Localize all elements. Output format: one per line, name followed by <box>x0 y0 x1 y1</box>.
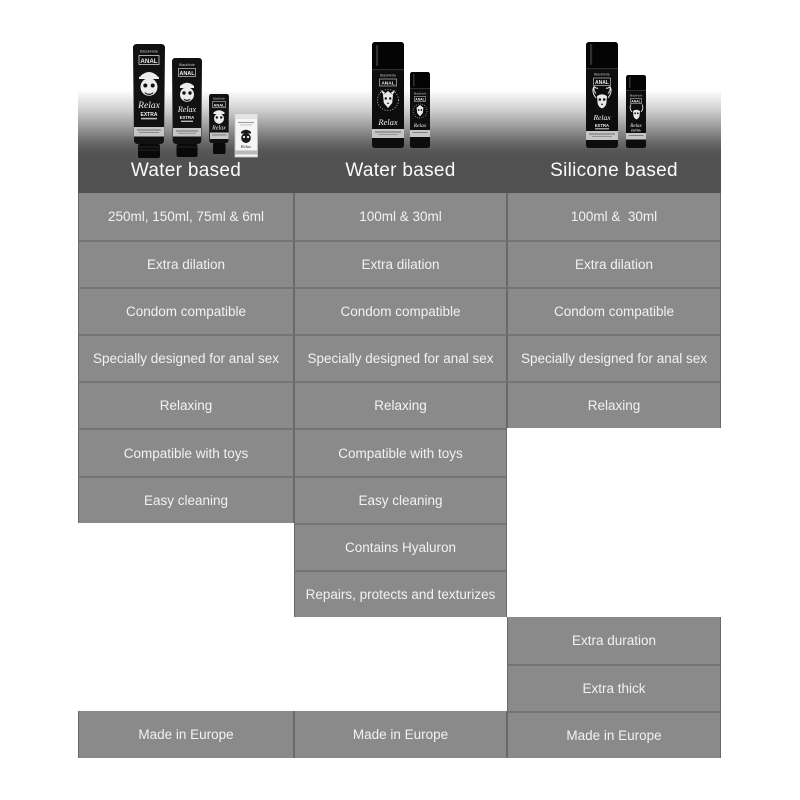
brand-text: BlackHole <box>139 48 159 54</box>
script-logo-text: Relax <box>378 117 398 127</box>
table-cell: 100ml & 30ml <box>294 193 507 240</box>
table-cell: Made in Europe <box>78 711 294 758</box>
product-photo-silicone-bottles <box>580 40 662 152</box>
brand-text: BlackHole <box>629 93 643 98</box>
table-cell: Condom compatible <box>507 287 721 334</box>
gorilla-skull-emblem <box>214 110 225 123</box>
product-title-text: ANAL <box>595 79 609 86</box>
bottle-100ml <box>586 42 618 148</box>
product-title-text: ANAL <box>179 70 195 77</box>
feature-column-water-based-bottles <box>294 193 507 758</box>
table-cell: Repairs, protects and texturizes <box>294 570 507 617</box>
gorilla-skull-emblem <box>180 83 194 102</box>
table-cell: Made in Europe <box>294 711 507 758</box>
bottle-30ml <box>410 72 430 148</box>
bottle-100ml <box>372 42 404 148</box>
product-photo-water-based-bottles <box>366 40 444 152</box>
gorilla-skull-emblem-dark <box>241 130 251 143</box>
script-logo-text: Relax <box>240 144 252 149</box>
product-title-text: ANAL <box>381 81 395 87</box>
script-logo-text: Relax <box>212 125 226 132</box>
tube-150ml <box>172 58 202 157</box>
brand-text: BlackHole <box>413 91 427 96</box>
table-cell: 100ml & 30ml <box>507 193 721 240</box>
feature-column-silicone-based <box>507 193 721 758</box>
table-cell: Specially designed for anal sex <box>294 334 507 381</box>
table-cell: Specially designed for anal sex <box>78 334 294 381</box>
table-cell: Extra dilation <box>507 240 721 287</box>
product-title-text: ANAL <box>213 102 225 108</box>
table-cell: Relaxing <box>294 381 507 428</box>
feature-column-water-based-tubes <box>78 193 294 758</box>
brand-text: BlackHole <box>179 63 195 67</box>
table-cell: Relaxing <box>507 381 721 428</box>
table-cell: Contains Hyaluron <box>294 523 507 570</box>
table-cell: Easy cleaning <box>294 476 507 523</box>
column-header-silicone-based: Silicone based <box>550 160 678 181</box>
table-cell: Extra dilation <box>294 240 507 287</box>
table-cell: Extra thick <box>507 664 721 711</box>
table-cell: Relaxing <box>78 381 294 428</box>
table-cell: Compatible with toys <box>294 428 507 475</box>
table-cell: Easy cleaning <box>78 476 294 523</box>
product-title-text: ANAL <box>140 57 158 65</box>
brand-text: BlackHole <box>213 97 225 101</box>
product-title-text: ANAL <box>415 97 425 102</box>
table-cell: Condom compatible <box>294 287 507 334</box>
table-cell: Extra dilation <box>78 240 294 287</box>
script-logo-text: Relax <box>630 124 642 129</box>
brand-text: BlackHole <box>380 73 396 78</box>
table-cell: Extra duration <box>507 617 721 664</box>
feature-text: EXTRA <box>140 112 158 118</box>
script-logo-text: Relax <box>413 123 427 129</box>
table-cell: Compatible with toys <box>78 428 294 475</box>
table-cell: Condom compatible <box>78 287 294 334</box>
table-cell: 250ml, 150ml, 75ml & 6ml <box>78 193 294 240</box>
feature-text: EXTRA <box>179 115 195 120</box>
script-logo-text: Relax <box>593 113 611 122</box>
bottle-30ml <box>626 75 646 148</box>
column-header-water-based-2: Water based <box>345 160 456 181</box>
tube-75ml <box>209 94 229 154</box>
feature-text: EXTRA <box>631 128 641 133</box>
tube-250ml <box>133 44 165 158</box>
brand-text: BlackHole <box>594 72 610 77</box>
table-cell: Specially designed for anal sex <box>507 334 721 381</box>
table-cell: Made in Europe <box>507 711 721 758</box>
product-title-text: ANAL <box>631 99 641 104</box>
feature-text: EXTRA <box>594 122 610 128</box>
column-header-water-based-1: Water based <box>130 160 242 181</box>
script-logo-text: Relax <box>177 105 197 114</box>
product-photo-water-based-tubes <box>126 42 260 162</box>
script-logo-text: Relax <box>138 101 160 111</box>
